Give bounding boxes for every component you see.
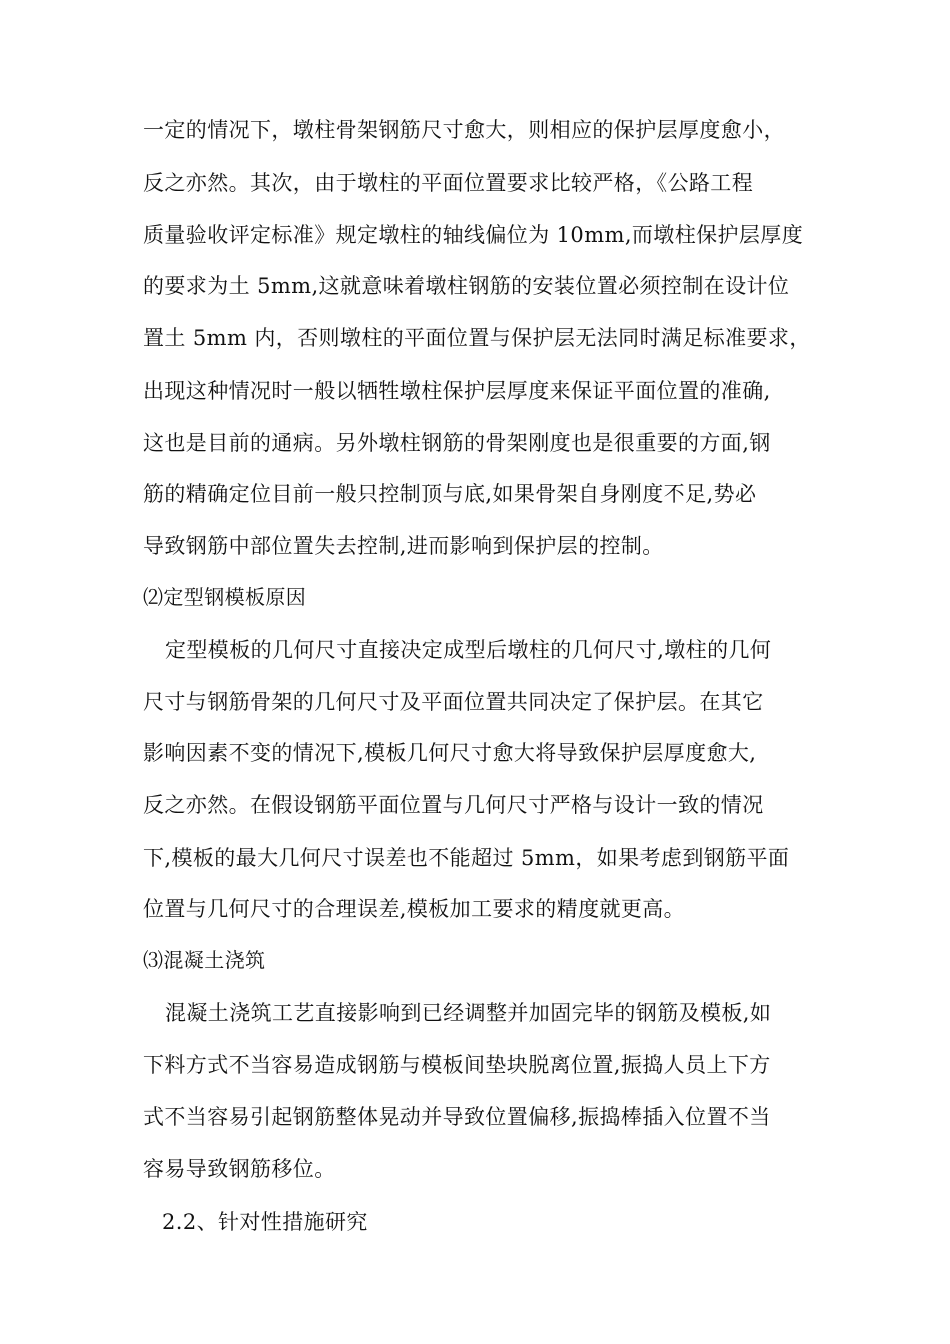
paragraph-line: 位置与几何尺寸的合理误差,模板加工要求的精度就更高。 xyxy=(143,897,686,921)
paragraph-line: 反之亦然。其次，由于墩柱的平面位置要求比较严格，《公路工程 xyxy=(143,171,754,195)
paragraph-line: 下料方式不当容易造成钢筋与模板间垫块脱离位置,振捣人员上下方 xyxy=(143,1053,771,1077)
paragraph-line: 定型模板的几何尺寸直接决定成型后墩柱的几何尺寸,墩柱的几何 xyxy=(165,638,772,662)
paragraph-line: 质量验收评定标准》规定墩柱的轴线偏位为 10mm,而墩柱保护层厚度 xyxy=(143,223,804,247)
subheading-concrete: ⑶混凝土浇筑 xyxy=(143,948,266,972)
paragraph-line: 下,模板的最大几何尺寸误差也不能超过 5mm，如果考虑到钢筋平面 xyxy=(143,846,790,870)
paragraph-line: 的要求为土 5mm,这就意味着墩柱钢筋的安装位置必须控制在设计位 xyxy=(143,274,790,298)
section-title: 2.2、针对性措施研究 xyxy=(162,1210,368,1234)
paragraph-line: 尺寸与钢筋骨架的几何尺寸及平面位置共同决定了保护层。在其它 xyxy=(143,690,764,714)
paragraph-line: 这也是目前的通病。另外墩柱钢筋的骨架刚度也是很重要的方面,钢 xyxy=(143,431,771,455)
paragraph-line: 出现这种情况时一般以牺牲墩柱保护层厚度来保证平面位置的准确, xyxy=(143,379,771,403)
paragraph-line: 反之亦然。在假设钢筋平面位置与几何尺寸严格与设计一致的情况 xyxy=(143,793,764,817)
paragraph-line: 混凝土浇筑工艺直接影响到已经调整并加固完毕的钢筋及模板,如 xyxy=(165,1001,772,1025)
paragraph-line: 容易导致钢筋移位。 xyxy=(143,1157,336,1181)
paragraph-line: 式不当容易引起钢筋整体晃动并导致位置偏移,振捣棒插入位置不当 xyxy=(143,1105,771,1129)
paragraph-line: 导致钢筋中部位置失去控制,进而影响到保护层的控制。 xyxy=(143,534,664,558)
paragraph-line: 一定的情况下，墩柱骨架钢筋尺寸愈大，则相应的保护层厚度愈小， xyxy=(143,118,785,142)
subheading-formwork: ⑵定型钢模板原因 xyxy=(143,585,307,609)
paragraph-line: 影响因素不变的情况下,模板几何尺寸愈大将导致保护层厚度愈大, xyxy=(143,741,757,765)
paragraph-line: 筋的精确定位目前一般只控制顶与底,如果骨架自身刚度不足,势必 xyxy=(143,482,757,506)
paragraph-line: 置土 5mm 内，否则墩柱的平面位置与保护层无法同时满足标准要求， xyxy=(143,326,811,350)
